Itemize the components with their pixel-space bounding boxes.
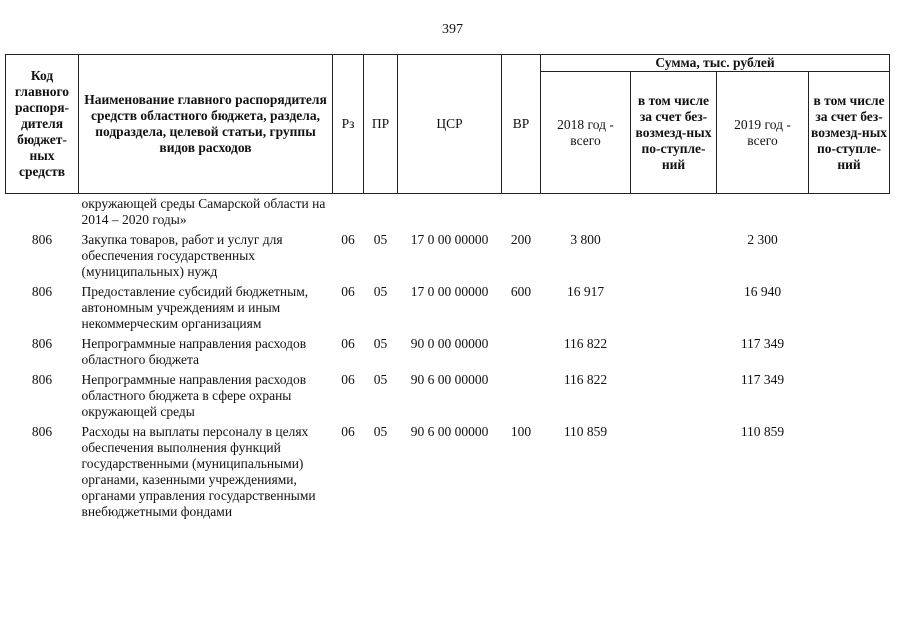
cell-2018-free <box>631 194 717 231</box>
header-2018-total: 2018 год - всего <box>541 72 631 194</box>
header-csr: ЦСР <box>398 55 502 194</box>
cell-2019: 117 349 <box>740 372 785 387</box>
header-2019-total: 2019 год - всего <box>717 72 809 194</box>
header-code: Код главного распоря-дителя бюджет-ных средств <box>6 55 79 194</box>
cell-csr: 90 0 00 00000 <box>410 336 489 351</box>
cell-code: 806 <box>31 424 53 439</box>
cell-2018-free <box>631 230 717 282</box>
cell-name: Расходы на выплаты персоналу в целях обеспечения выполнения функций государственными (муниципальными) органами, казенными учреждениями, органами управления государственными внебюджетными фондами <box>81 424 316 519</box>
cell-pr: 05 <box>373 424 388 439</box>
cell-vr <box>502 370 541 422</box>
cell-2018-free <box>631 422 717 522</box>
cell-rz <box>333 194 364 231</box>
cell-2019-free <box>809 422 890 522</box>
cell-2019: 2 300 <box>747 232 778 247</box>
cell-rz: 06 <box>341 232 355 247</box>
cell-csr: 17 0 00 00000 <box>410 284 489 299</box>
table-row <box>6 230 890 282</box>
cell-2018: 110 859 <box>563 424 608 439</box>
page-number: 397 <box>442 22 463 37</box>
cell-name: Предоставление субсидий бюджетным, автономным учреждениям и иным некоммерческим организациям <box>81 284 309 331</box>
cell-name: Закупка товаров, работ и услуг для обеспечения государственных (муниципальных) нужд <box>81 232 283 279</box>
table-row <box>6 422 890 522</box>
header-sum-group: Сумма, тыс. рублей <box>541 55 890 72</box>
cell-csr: 90 6 00 00000 <box>410 424 489 439</box>
cell-pr: 05 <box>373 232 388 247</box>
cell-name: Непрограммные направления расходов областного бюджета <box>81 336 307 367</box>
cell-vr: 600 <box>510 284 532 299</box>
cell-rz: 06 <box>341 284 355 299</box>
budget-table <box>5 54 890 522</box>
cell-vr <box>502 194 541 231</box>
header-2018-free: в том числе за счет без-возмезд-ных по-ступле-ний <box>631 72 717 194</box>
cell-pr: 05 <box>373 336 388 351</box>
cell-pr: 05 <box>373 372 388 387</box>
cell-code: 806 <box>31 336 53 351</box>
cell-rz: 06 <box>341 336 355 351</box>
table-row <box>6 282 890 334</box>
cell-code: 806 <box>31 372 53 387</box>
cell-2018-free <box>631 282 717 334</box>
cell-2019: 117 349 <box>740 336 785 351</box>
header-pr: ПР <box>364 55 398 194</box>
cell-code <box>6 194 79 231</box>
cell-name: окружающей среды Самарской области на 2014 – 2020 годы» <box>81 196 326 227</box>
cell-2019-free <box>809 334 890 370</box>
cell-2018: 16 917 <box>566 284 605 299</box>
cell-csr: 17 0 00 00000 <box>410 232 489 247</box>
cell-2018 <box>541 194 631 231</box>
cell-rz: 06 <box>341 424 355 439</box>
cell-2019: 16 940 <box>743 284 782 299</box>
header-2019-free: в том числе за счет без-возмезд-ных по-ступле-ний <box>809 72 890 194</box>
table-row <box>6 370 890 422</box>
cell-name: Непрограммные направления расходов областного бюджета в сфере охраны окружающей среды <box>81 372 307 419</box>
cell-2018-free <box>631 334 717 370</box>
table-row <box>6 334 890 370</box>
cell-2018: 3 800 <box>570 232 601 247</box>
cell-pr: 05 <box>373 284 388 299</box>
cell-vr <box>502 334 541 370</box>
header-name: Наименование главного распорядителя средств областного бюджета, раздела, подраздела, целевой статьи, группы видов расходов <box>79 55 333 194</box>
cell-code: 806 <box>31 232 53 247</box>
cell-csr <box>398 194 502 231</box>
cell-vr: 100 <box>510 424 532 439</box>
cell-csr: 90 6 00 00000 <box>410 372 489 387</box>
cell-2019 <box>717 194 809 231</box>
header-rz: Рз <box>333 55 364 194</box>
cell-pr <box>364 194 398 231</box>
table-row <box>6 194 890 231</box>
header-vr: ВР <box>502 55 541 194</box>
cell-2019: 110 859 <box>740 424 785 439</box>
cell-2019-free <box>809 230 890 282</box>
cell-2018: 116 822 <box>563 372 608 387</box>
cell-2019-free <box>809 282 890 334</box>
cell-rz: 06 <box>341 372 355 387</box>
cell-2018-free <box>631 370 717 422</box>
cell-2019-free <box>809 194 890 231</box>
cell-vr: 200 <box>510 232 532 247</box>
cell-2019-free <box>809 370 890 422</box>
cell-2018: 116 822 <box>563 336 608 351</box>
header-row-top <box>6 55 890 72</box>
cell-code: 806 <box>31 284 53 299</box>
